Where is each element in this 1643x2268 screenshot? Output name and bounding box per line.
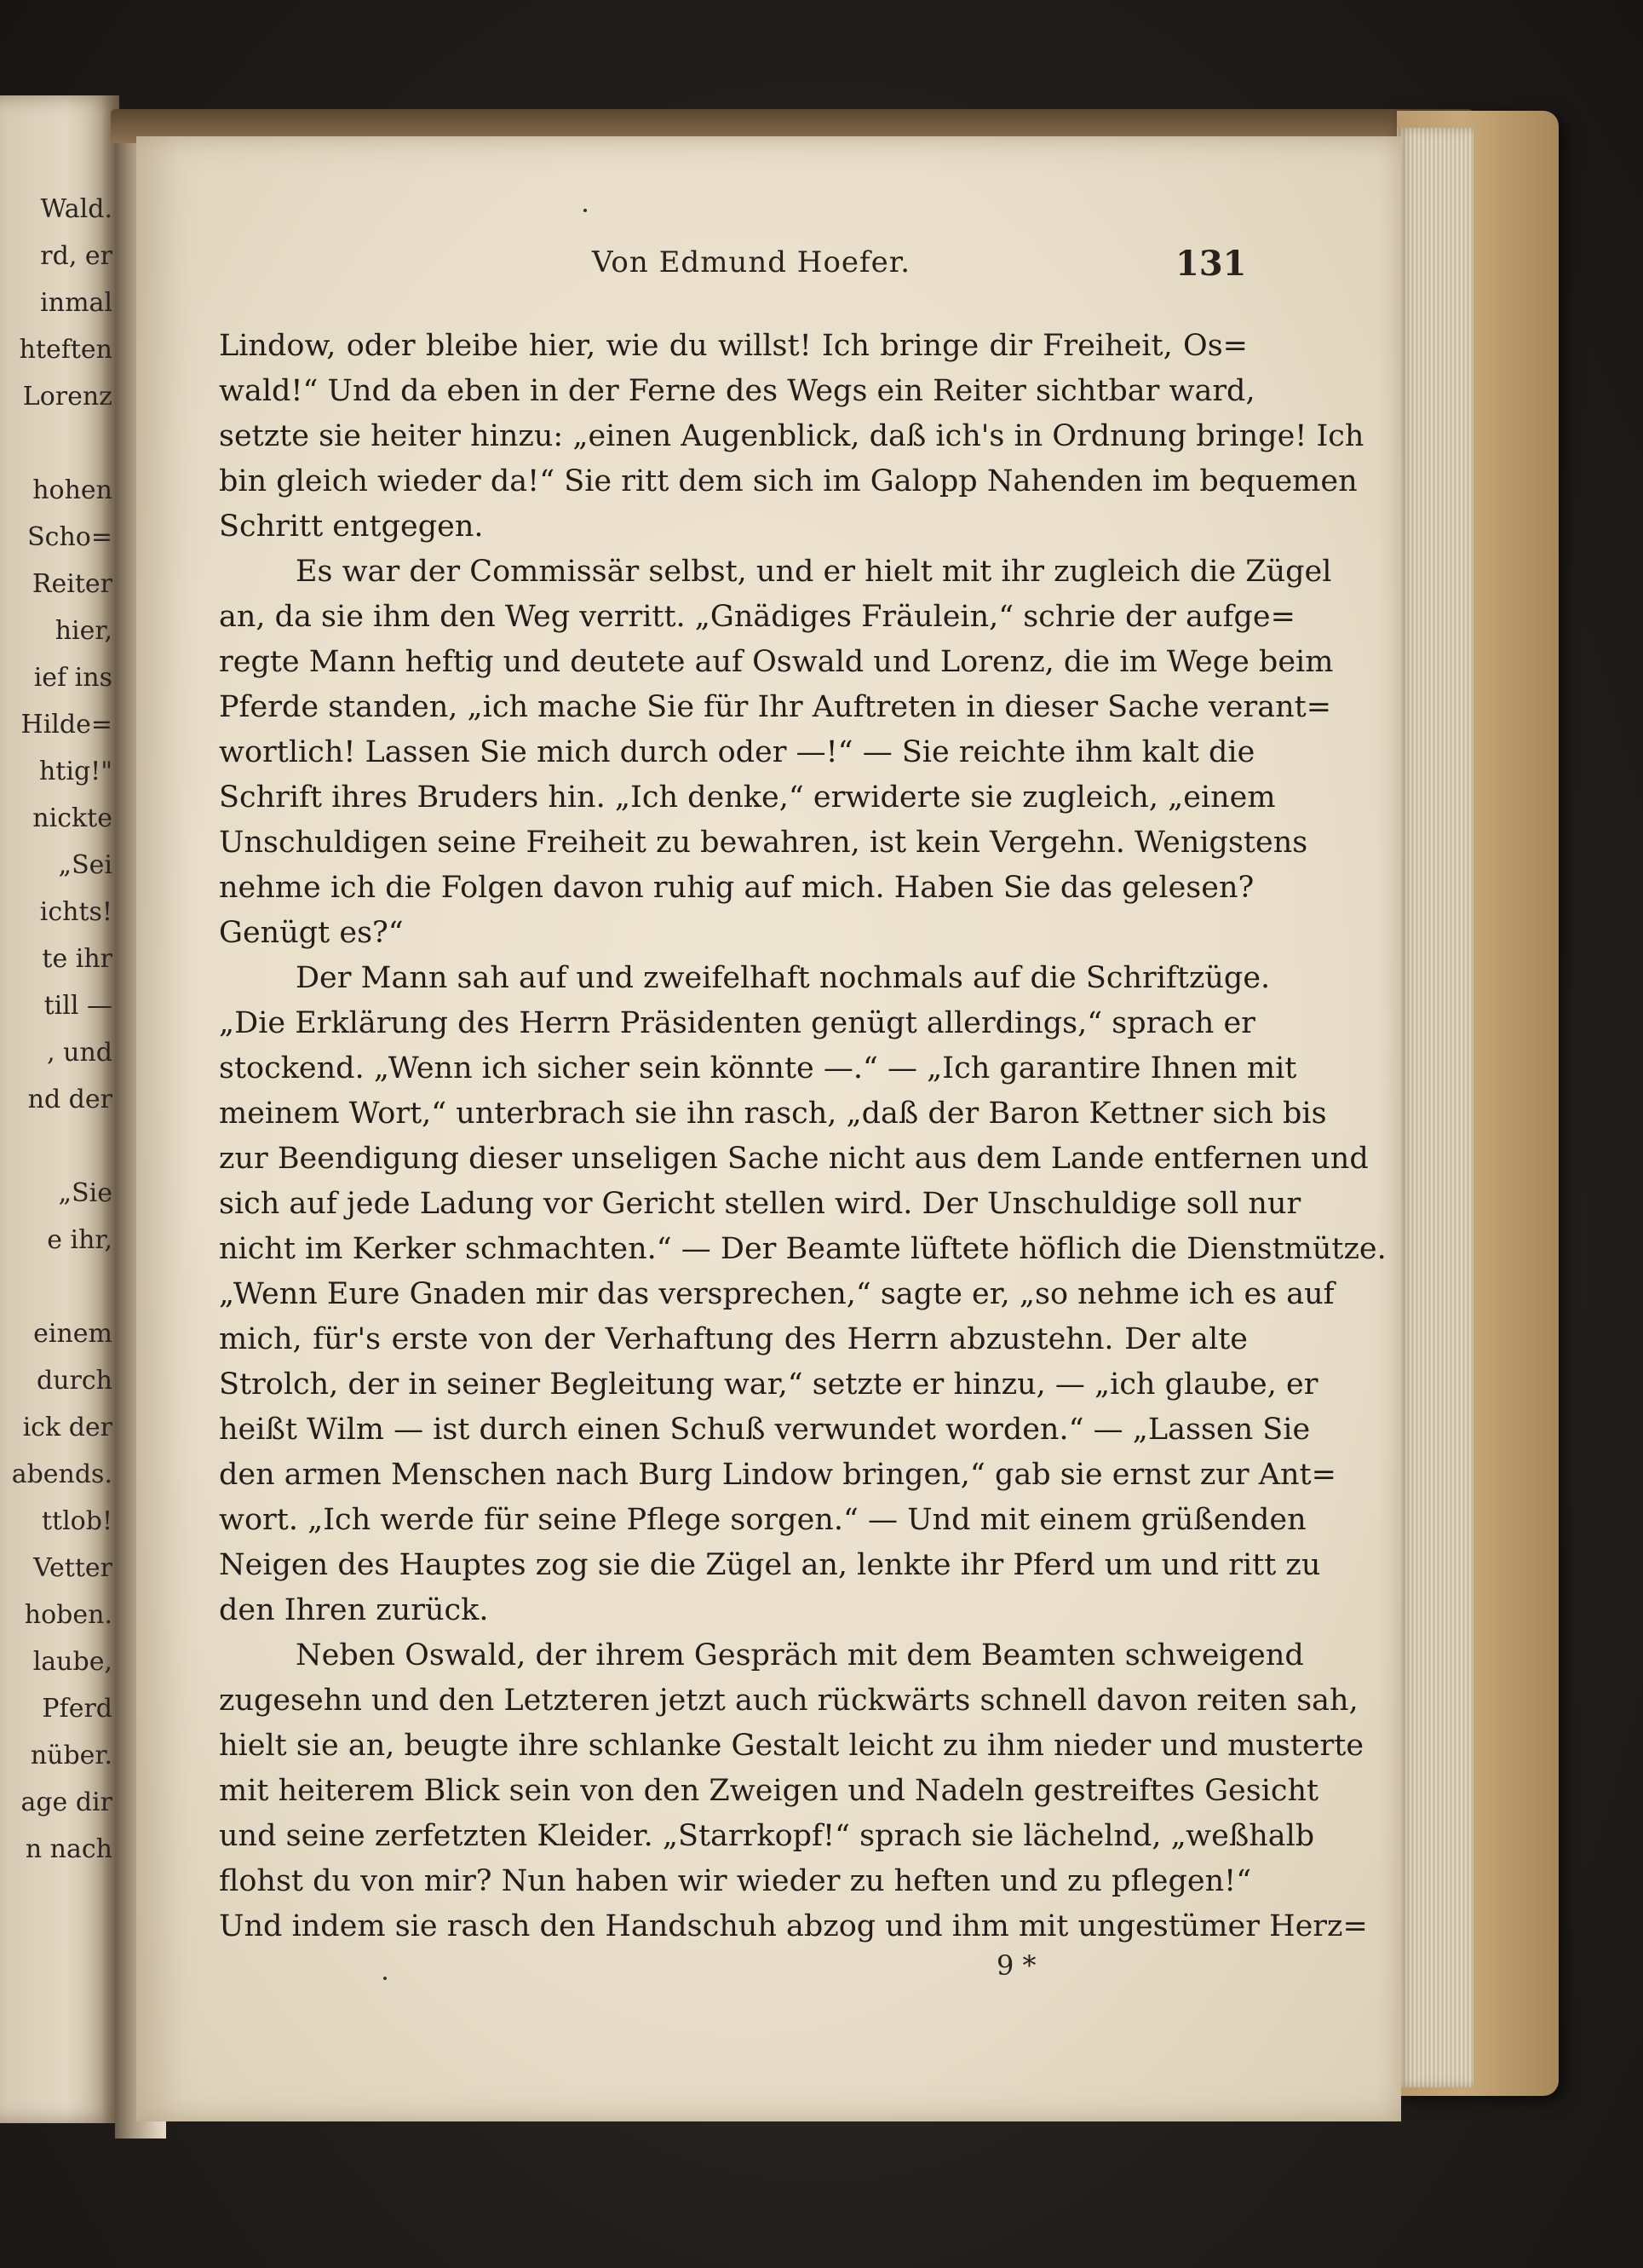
text-line: zur Beendigung dieser unseligen Sache nicht aus dem Lande entfernen und — [219, 1142, 1369, 1176]
previous-page-fragment: Pferd — [42, 1694, 112, 1724]
previous-page-fragment: hohen — [32, 475, 112, 505]
text-line: hielt sie an, beugte ihre schlanke Gestalt leicht zu ihm nieder und musterte — [219, 1729, 1364, 1763]
previous-page-fragment: Lorenz — [22, 382, 112, 412]
previous-page-fragment: Scho= — [27, 522, 112, 552]
text-line: nehme ich die Folgen davon ruhig auf mich. Haben Sie das gelesen? — [219, 871, 1255, 905]
previous-page-fragment: rd, er — [40, 241, 112, 271]
text-line: regte Mann heftig und deutete auf Oswald und Lorenz, die im Wege beim — [219, 645, 1334, 679]
text-line: setzte sie heiter hinzu: „einen Augenblick, daß ich's in Ordnung bringe! Ich — [219, 419, 1364, 453]
previous-page-fragment: hoben. — [24, 1600, 112, 1630]
page-speck — [583, 209, 587, 212]
previous-page-fragment: ief ins — [33, 663, 112, 693]
text-line: flohst du von mir? Nun haben wir wieder zu heften und zu pflegen!“ — [219, 1864, 1252, 1898]
previous-page-fragment: „Sie — [58, 1178, 112, 1208]
previous-page-fragment: ttlob! — [41, 1506, 112, 1536]
text-line: bin gleich wieder da!“ Sie ritt dem sich im Galopp Nahenden im bequemen — [219, 464, 1358, 498]
text-line: mich, für's erste von der Verhaftung des Herrn abzustehn. Der alte — [219, 1322, 1248, 1356]
previous-page-fragment: nickte — [32, 803, 112, 833]
text-line: und seine zerfetzten Kleider. „Starrkopf!“ sprach sie lächelnd, „weßhalb — [219, 1819, 1315, 1853]
page-block-edge — [1397, 128, 1474, 2087]
text-line: Lindow, oder bleibe hier, wie du willst! Ich bringe dir Freiheit, Os= — [219, 329, 1248, 363]
page-number: 131 — [1175, 244, 1247, 284]
previous-page-fragment: laube, — [32, 1647, 112, 1677]
body-text — [219, 324, 1387, 1949]
text-line: Und indem sie rasch den Handschuh abzog und ihm mit ungestümer Herz= — [219, 1909, 1368, 1943]
previous-page-fragment: Reiter — [32, 569, 112, 599]
previous-page-fragment: , und — [47, 1038, 112, 1068]
text-line: Pferde standen, „ich mache Sie für Ihr Auftreten in dieser Sache verant= — [219, 690, 1332, 724]
previous-page-fragment: n nach — [25, 1834, 112, 1864]
book-page — [136, 136, 1401, 2121]
text-line: Es war der Commissär selbst, und er hielt mit ihr zugleich die Zügel — [296, 555, 1332, 589]
previous-page-edge — [0, 95, 119, 2123]
text-line: mit heiterem Blick sein von den Zweigen und Nadeln gestreiftes Gesicht — [219, 1774, 1319, 1808]
text-line: an, da sie ihm den Weg verritt. „Gnädiges Fräulein,“ schrie der aufge= — [219, 600, 1295, 634]
text-line: sich auf jede Ladung vor Gericht stellen wird. Der Unschuldige soll nur — [219, 1187, 1301, 1221]
previous-page-fragment: einem — [33, 1319, 112, 1349]
text-line: zugesehn und den Letzteren jetzt auch rückwärts schnell davon reiten sah, — [219, 1684, 1359, 1718]
previous-page-fragment: age dir — [20, 1787, 112, 1817]
text-line: Schrift ihres Bruders hin. „Ich denke,“ erwiderte sie zugleich, „einem — [219, 780, 1276, 815]
text-line: „Wenn Eure Gnaden mir das versprechen,“ sagte er, „so nehme ich es auf — [219, 1277, 1335, 1311]
previous-page-fragment: till — — [43, 991, 112, 1021]
previous-page-fragment: ichts! — [39, 897, 112, 927]
previous-page-fragment: te ihr — [42, 944, 112, 974]
previous-page-fragment: Vetter — [33, 1553, 112, 1583]
previous-page-fragment: e ihr, — [47, 1225, 112, 1255]
previous-page-fragment: nüber. — [30, 1741, 112, 1770]
text-line: wald!“ Und da eben in der Ferne des Wegs ein Reiter sichtbar ward, — [219, 374, 1255, 408]
text-line: wortlich! Lassen Sie mich durch oder —!“ — Sie reichte ihm kalt die — [219, 735, 1255, 769]
previous-page-fragment: abends. — [11, 1459, 112, 1489]
previous-page-fragment: inmal — [40, 288, 112, 318]
text-line: Unschuldigen seine Freiheit zu bewahren, ist kein Vergehn. Wenigstens — [219, 826, 1308, 860]
previous-page-fragment: Hilde= — [20, 710, 112, 740]
previous-page-fragment: hteften — [19, 335, 112, 365]
text-line: Der Mann sah auf und zweifelhaft nochmals auf die Schriftzüge. — [296, 961, 1271, 995]
text-line: heißt Wilm — ist durch einen Schuß verwundet worden.“ — „Lassen Sie — [219, 1413, 1311, 1447]
previous-page-fragment: Wald. — [40, 194, 112, 224]
previous-page-fragment: „Sei — [58, 850, 112, 880]
text-line: Strolch, der in seiner Begleitung war,“ setzte er hinzu, — „ich glaube, er — [219, 1367, 1318, 1402]
running-title: Von Edmund Hoefer. — [592, 245, 911, 279]
previous-page-fragment: hier, — [55, 616, 112, 646]
signature-mark: 9 * — [997, 1949, 1037, 1982]
previous-page-fragment: nd der — [27, 1085, 112, 1114]
text-line: „Die Erklärung des Herrn Präsidenten genügt allerdings,“ sprach er — [219, 1006, 1255, 1040]
text-line: Schritt entgegen. — [219, 509, 484, 544]
text-line: den Ihren zurück. — [219, 1593, 489, 1627]
previous-page-fragment: ick der — [22, 1413, 112, 1442]
text-line: Neigen des Hauptes zog sie die Zügel an, lenkte ihr Pferd um und ritt zu — [219, 1548, 1321, 1582]
page-speck — [383, 1977, 387, 1980]
text-line: den armen Menschen nach Burg Lindow bringen,“ gab sie ernst zur Ant= — [219, 1458, 1336, 1492]
text-line: meinem Wort,“ unterbrach sie ihn rasch, „daß der Baron Kettner sich bis — [219, 1097, 1327, 1131]
text-line: stockend. „Wenn ich sicher sein könnte —.“ — „Ich garantire Ihnen mit — [219, 1051, 1297, 1085]
previous-page-fragment: htig!" — [38, 757, 112, 786]
text-line: Genügt es?“ — [219, 916, 404, 950]
text-line: nicht im Kerker schmachten.“ — Der Beamte lüftete höflich die Dienstmütze. — [219, 1232, 1387, 1266]
text-line: wort. „Ich werde für seine Pflege sorgen.“ — Und mit einem grüßenden — [219, 1503, 1307, 1537]
text-line: Neben Oswald, der ihrem Gespräch mit dem Beamten schweigend — [296, 1638, 1304, 1672]
previous-page-fragment: durch — [37, 1366, 112, 1396]
